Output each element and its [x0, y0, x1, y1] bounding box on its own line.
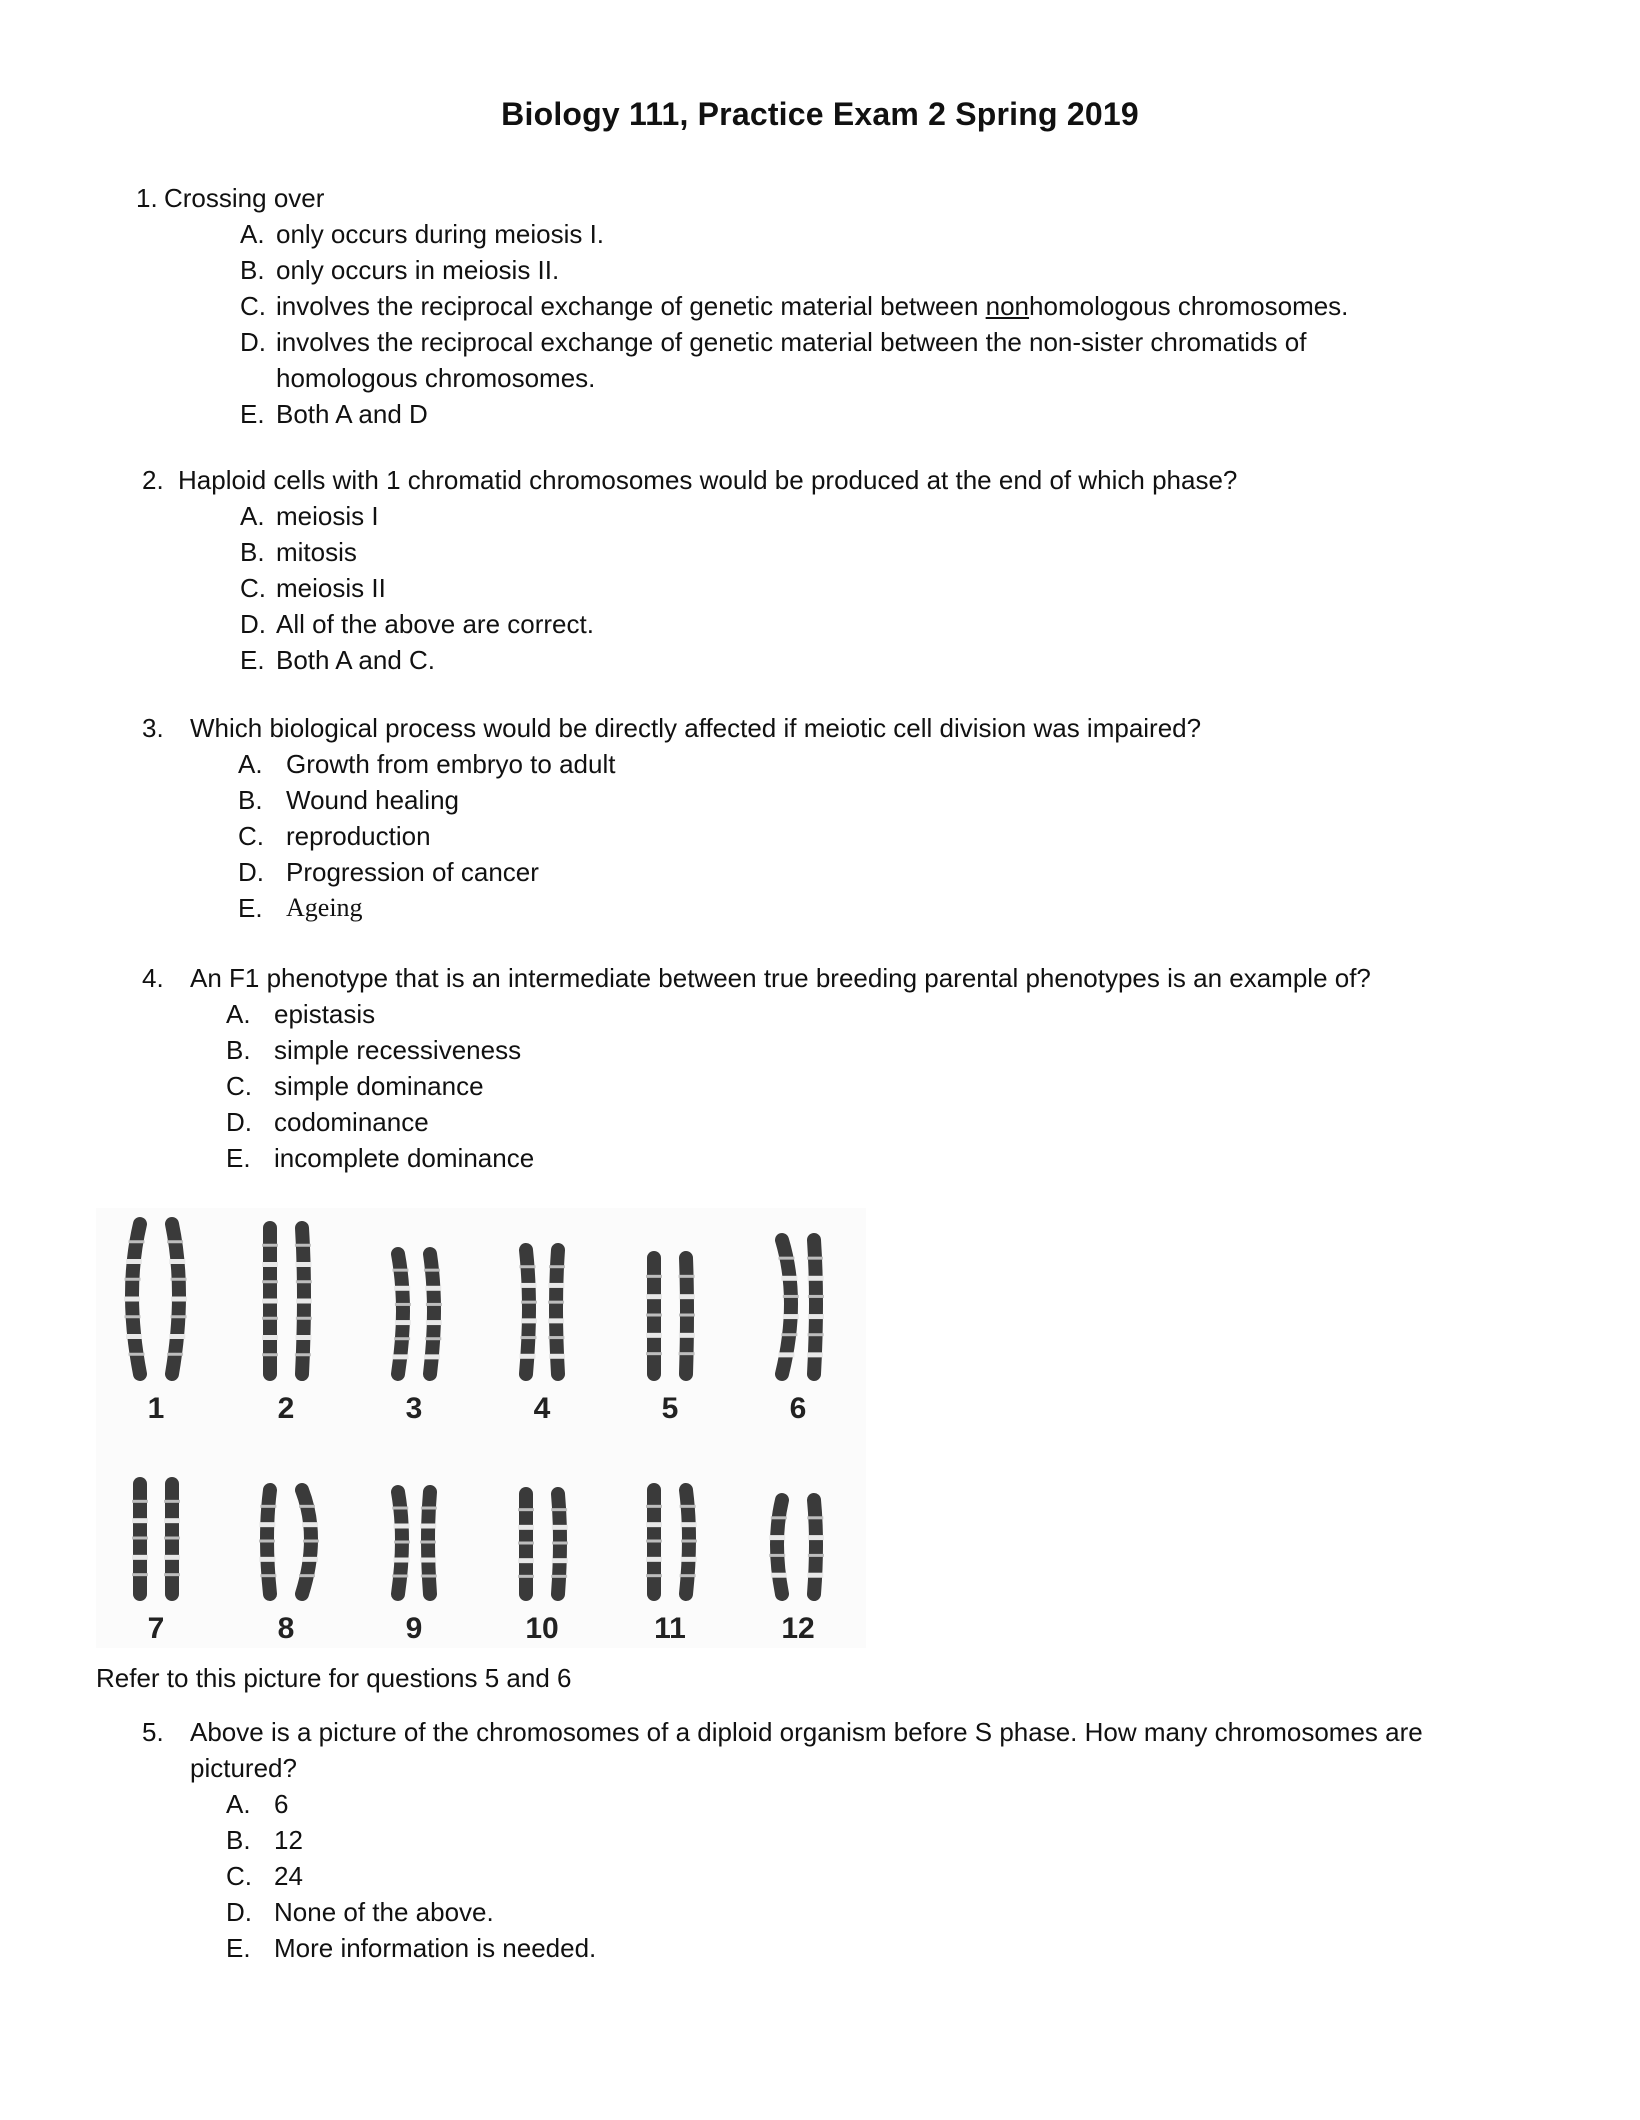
chromosome-band	[769, 1535, 785, 1540]
chromosome-band	[679, 1314, 695, 1317]
chromosome-pair	[132, 1484, 180, 1594]
option-list	[240, 216, 1348, 432]
chromosome-band	[680, 1574, 696, 1577]
chromosome-band	[299, 1574, 315, 1577]
chromosome-band	[394, 1337, 410, 1340]
option-a	[238, 746, 1201, 782]
option-letter: E.	[226, 1143, 251, 1173]
chromosome-band	[646, 1522, 662, 1527]
option-text: meiosis II	[276, 573, 386, 603]
chromosome-number-label: 12	[781, 1612, 815, 1645]
chromosome-band	[171, 1297, 187, 1302]
question-text-continued: pictured?	[190, 1753, 297, 1783]
chromosome-band	[808, 1535, 824, 1540]
option-letter: A.	[240, 219, 265, 249]
chromosome-band	[169, 1259, 185, 1264]
chromosome-band	[126, 1334, 142, 1339]
option-c	[238, 818, 1201, 854]
option-text: meiosis I	[276, 501, 379, 531]
option-text: 24	[274, 1861, 303, 1891]
option-letter: C.	[238, 821, 264, 851]
option-text-wrap	[276, 324, 1306, 396]
chromosome-band	[548, 1301, 564, 1304]
chromosome-band	[552, 1525, 568, 1530]
chromosome-band	[549, 1354, 565, 1359]
chromosome-band	[421, 1575, 437, 1578]
chromosome-band	[262, 1299, 278, 1304]
chromosome-band	[425, 1286, 441, 1291]
chromosome-band	[681, 1557, 697, 1562]
question-4	[142, 960, 1371, 1176]
option-list	[226, 1786, 1423, 1966]
chromosome-pair	[262, 1228, 312, 1374]
chromosome-band	[295, 1244, 311, 1247]
underlined-text: non	[985, 291, 1030, 321]
chromosome-band	[646, 1333, 662, 1338]
chromosome-band	[132, 1555, 148, 1560]
option-text: codominance	[274, 1107, 429, 1137]
chromosome-band	[807, 1573, 823, 1578]
option-text: Growth from embryo to adult	[286, 749, 616, 779]
chromosome-band	[259, 1522, 275, 1527]
option-letter: B.	[226, 1825, 251, 1855]
option-letter: A.	[240, 501, 265, 531]
option-text-part: homologous chromosomes.	[1029, 291, 1349, 321]
chromosome-band	[519, 1265, 535, 1268]
option-text-continued: homologous chromosomes.	[276, 363, 596, 393]
option-c	[226, 1858, 1423, 1894]
chromosome-band	[420, 1541, 436, 1544]
chromosome-band	[646, 1540, 662, 1543]
chromosome-number-label: 9	[405, 1612, 423, 1645]
chromosome-band	[302, 1522, 318, 1527]
chromosome-band	[548, 1336, 564, 1339]
chromosome-band	[771, 1516, 787, 1519]
chromosome-number-label: 2	[277, 1392, 295, 1425]
chromosome-band	[296, 1299, 312, 1304]
option-d	[240, 324, 1348, 396]
question-text: Haploid cells with 1 chromatid chromosomes would be produced at the end of which phase?	[178, 465, 1238, 495]
question-1	[136, 180, 1348, 432]
chromosome-band	[807, 1516, 823, 1519]
chromosome-band	[303, 1540, 319, 1543]
chromosome-band	[518, 1542, 534, 1545]
option-text: only occurs during meiosis I.	[276, 219, 605, 249]
chromosome-band	[262, 1280, 278, 1283]
option-letter: A.	[238, 749, 263, 779]
chromosome-band	[681, 1540, 697, 1543]
option-letter: D.	[238, 857, 264, 887]
chromosome-band	[260, 1574, 276, 1577]
chromosome-pair	[392, 1492, 437, 1594]
option-letter: E.	[240, 645, 265, 675]
option-list	[226, 996, 1371, 1176]
chromosome-band	[424, 1269, 440, 1272]
chromosome-band	[646, 1574, 662, 1577]
chromosome-band	[807, 1257, 823, 1260]
chromosome-band	[164, 1573, 180, 1576]
option-text: incomplete dominance	[274, 1143, 535, 1173]
option-text: epistasis	[274, 999, 376, 1029]
option-d	[226, 1104, 1371, 1140]
option-letter: D.	[240, 327, 266, 357]
chromosome-pair	[769, 1500, 824, 1594]
option-b	[226, 1822, 1423, 1858]
chromosome-number-label: 5	[661, 1392, 679, 1425]
question-text: Which biological process would be directly affected if meiotic cell division was impaired?	[190, 713, 1202, 743]
option-letter: C.	[226, 1861, 252, 1891]
option-d	[240, 606, 1237, 642]
chromosome-band	[808, 1333, 824, 1336]
option-c	[226, 1068, 1371, 1104]
chromosome-band	[259, 1540, 275, 1543]
page-title: Biology 111, Practice Exam 2 Spring 2019	[501, 96, 1139, 132]
chromosome-band	[296, 1262, 312, 1267]
chromosome-band	[646, 1294, 662, 1299]
option-letter: C.	[240, 573, 266, 603]
chromosome-band	[808, 1554, 824, 1557]
chromosome-band	[167, 1353, 183, 1356]
chromosome-band	[302, 1557, 318, 1562]
chromosome-band	[394, 1524, 410, 1529]
chromosome-band	[296, 1280, 312, 1283]
chromosome-band	[394, 1558, 410, 1563]
option-text: Progression of cancer	[286, 857, 539, 887]
chromosome-band	[262, 1317, 278, 1320]
chromosome-band	[646, 1505, 662, 1508]
chromosome-band	[679, 1275, 695, 1278]
chromosome-band	[299, 1505, 315, 1508]
option-b	[240, 534, 1237, 570]
question-5	[142, 1714, 1423, 1966]
option-letter: E.	[226, 1933, 251, 1963]
chromosome-band	[164, 1518, 180, 1523]
chromosome-band	[520, 1336, 536, 1339]
chromosome-band	[549, 1265, 565, 1268]
option-letter: E.	[240, 399, 265, 429]
chromosome-band	[519, 1354, 535, 1359]
chromosome-band	[646, 1275, 662, 1278]
chromosome-band	[518, 1525, 534, 1530]
question-text: An F1 phenotype that is an intermediate between true breeding parental phenotypes is an example of?	[190, 963, 1371, 993]
chromosome-band	[129, 1353, 145, 1356]
chromosome-band	[125, 1278, 141, 1281]
option-text: reproduction	[286, 821, 431, 851]
option-text: mitosis	[276, 537, 357, 567]
chromosome-band	[646, 1352, 662, 1355]
chromosome-band	[125, 1315, 141, 1318]
option-letter: C.	[240, 291, 266, 321]
option-letter: E.	[238, 893, 263, 923]
figure-caption: Refer to this picture for questions 5 and 6	[96, 1663, 572, 1693]
option-letter: B.	[240, 537, 265, 567]
chromosome-band	[295, 1353, 311, 1356]
option-text: simple dominance	[274, 1071, 484, 1101]
option-list	[240, 498, 1237, 678]
karyotype-image	[96, 1208, 866, 1648]
option-d	[238, 854, 1201, 890]
option-e	[238, 890, 1201, 926]
option-letter: B.	[240, 255, 265, 285]
chromosome-pair	[518, 1494, 568, 1594]
chromosome-band	[171, 1278, 187, 1281]
option-text: 6	[274, 1789, 289, 1819]
question-number: 3.	[142, 713, 164, 743]
option-letter: B.	[226, 1035, 251, 1065]
option-b	[238, 782, 1201, 818]
option-text: involves the reciprocal exchange of genetic material between the non-sister chromatids of	[276, 327, 1307, 357]
question-text-wrap	[190, 1714, 1423, 1786]
chromosome-band	[425, 1337, 441, 1340]
chromosome-band	[395, 1303, 411, 1306]
question-text: Above is a picture of the chromosomes of a diploid organism before S phase. How many chromosomes are	[190, 1717, 1423, 1747]
option-letter: D.	[226, 1897, 252, 1927]
option-letter: A.	[226, 1789, 251, 1819]
karyotype-drawing	[96, 1208, 866, 1648]
chromosome-band	[646, 1557, 662, 1562]
question-2	[142, 462, 1237, 678]
chromosome-band	[778, 1257, 794, 1260]
option-e	[240, 642, 1237, 678]
question-number: 5.	[142, 1717, 164, 1747]
option-a	[240, 216, 1348, 252]
option-list	[238, 746, 1201, 926]
option-letter: D.	[226, 1107, 252, 1137]
chromosome-band	[395, 1320, 411, 1325]
chromosome-band	[260, 1505, 276, 1508]
option-a	[240, 498, 1237, 534]
chromosome-band	[124, 1297, 140, 1302]
chromosome-band	[164, 1500, 180, 1503]
chromosome-band	[778, 1352, 794, 1357]
chromosome-band	[164, 1537, 180, 1540]
chromosome-band	[426, 1320, 442, 1325]
chromosome-band	[518, 1508, 534, 1511]
chromosome-band	[132, 1500, 148, 1503]
chromosome-pair	[519, 1250, 565, 1374]
option-c	[240, 570, 1237, 606]
chromosome-band	[518, 1575, 534, 1578]
option-text: Wound healing	[286, 785, 459, 815]
option-text: None of the above.	[274, 1897, 494, 1927]
option-text: only occurs in meiosis II.	[276, 255, 560, 285]
chromosome-band	[781, 1276, 797, 1281]
chromosome-band	[679, 1294, 695, 1299]
option-text: 12	[274, 1825, 303, 1855]
chromosome-band	[771, 1573, 787, 1578]
chromosome-number-label: 1	[147, 1392, 165, 1425]
chromosome-band	[392, 1354, 408, 1359]
chromosome-band	[680, 1505, 696, 1508]
chromosome-band	[552, 1542, 568, 1545]
chromosome-pair	[646, 1258, 695, 1374]
chromosome-number-label: 3	[405, 1392, 423, 1425]
option-text-part: involves the reciprocal exchange of genetic material between	[276, 291, 986, 321]
chromosome-band	[392, 1575, 408, 1578]
chromosome-number-label: 8	[277, 1612, 295, 1645]
chromosome-band	[262, 1244, 278, 1247]
chromosome-band	[132, 1537, 148, 1540]
chromosome-band	[129, 1240, 145, 1243]
option-text: All of the above are correct.	[276, 609, 594, 639]
chromosome-band	[548, 1283, 564, 1288]
chromosome-band	[420, 1558, 436, 1563]
option-letter: A.	[226, 999, 251, 1029]
chromosome-band	[808, 1295, 824, 1298]
chromosome-band	[392, 1507, 408, 1510]
chromosome-number-label: 4	[533, 1392, 551, 1425]
chromosome-number-label: 6	[789, 1392, 807, 1425]
chromosome-pair	[778, 1240, 824, 1374]
option-a	[226, 996, 1371, 1032]
option-c	[240, 288, 1348, 324]
option-text: simple recessiveness	[274, 1035, 522, 1065]
option-letter: C.	[226, 1071, 252, 1101]
question-number: 2.	[142, 465, 164, 495]
chromosome-band	[392, 1269, 408, 1272]
chromosome-band	[167, 1240, 183, 1243]
chromosome-band	[424, 1354, 440, 1359]
chromosome-number-label: 7	[147, 1612, 165, 1645]
chromosome-band	[679, 1352, 695, 1355]
chromosome	[777, 1500, 782, 1594]
chromosome-band	[521, 1318, 537, 1323]
chromosome-band	[807, 1352, 823, 1357]
chromosome-band	[296, 1317, 312, 1320]
chromosome-pair	[259, 1490, 319, 1594]
option-text: Both A and C.	[276, 645, 436, 675]
option-e	[226, 1140, 1371, 1176]
chromosome-band	[808, 1314, 824, 1319]
question-text: Crossing over	[164, 183, 325, 213]
chromosome-band	[132, 1518, 148, 1523]
chromosome-band	[551, 1575, 567, 1578]
chromosome-band	[783, 1314, 799, 1319]
chromosome-band	[262, 1262, 278, 1267]
chromosome-band	[259, 1557, 275, 1562]
option-b	[226, 1032, 1371, 1068]
chromosome-band	[394, 1541, 410, 1544]
chromosome-band	[420, 1524, 436, 1529]
chromosome-pair	[124, 1224, 187, 1374]
chromosome-band	[520, 1283, 536, 1288]
chromosome-pair	[646, 1490, 697, 1594]
chromosome-band	[426, 1303, 442, 1306]
chromosome-band	[518, 1558, 534, 1563]
chromosome-band	[552, 1558, 568, 1563]
option-e	[226, 1930, 1423, 1966]
option-e	[240, 396, 1348, 432]
option-text: Both A and D	[276, 399, 428, 429]
chromosome-band	[421, 1507, 437, 1510]
chromosome-band	[521, 1301, 537, 1304]
chromosome-band	[132, 1573, 148, 1576]
option-b	[240, 252, 1348, 288]
option-a	[226, 1786, 1423, 1822]
question-3	[142, 710, 1201, 926]
question-number: 1.	[136, 183, 158, 213]
chromosome-band	[296, 1335, 312, 1340]
chromosome-band	[781, 1333, 797, 1336]
question-number: 4.	[142, 963, 164, 993]
chromosome-band	[126, 1259, 142, 1264]
chromosome-band	[551, 1508, 567, 1511]
chromosome-band	[808, 1276, 824, 1281]
chromosome-band	[548, 1318, 564, 1323]
option-text: Ageing	[286, 893, 363, 922]
chromosome-band	[783, 1295, 799, 1298]
option-letter: B.	[238, 785, 263, 815]
option-text	[276, 288, 1348, 324]
chromosome-band	[262, 1335, 278, 1340]
chromosome-number-label: 11	[654, 1612, 686, 1645]
chromosome-band	[262, 1353, 278, 1356]
chromosome-band	[681, 1522, 697, 1527]
chromosome-band	[164, 1555, 180, 1560]
chromosome-band	[769, 1554, 785, 1557]
chromosome-band	[646, 1314, 662, 1317]
chromosome-number-label: 10	[525, 1612, 559, 1645]
option-text: More information is needed.	[274, 1933, 597, 1963]
option-letter: D.	[240, 609, 266, 639]
chromosome-band	[679, 1333, 695, 1338]
option-d	[226, 1894, 1423, 1930]
chromosome-pair	[392, 1254, 441, 1374]
chromosome-band	[171, 1315, 187, 1318]
chromosome	[814, 1500, 816, 1594]
chromosome-band	[394, 1286, 410, 1291]
chromosome-band	[169, 1334, 185, 1339]
